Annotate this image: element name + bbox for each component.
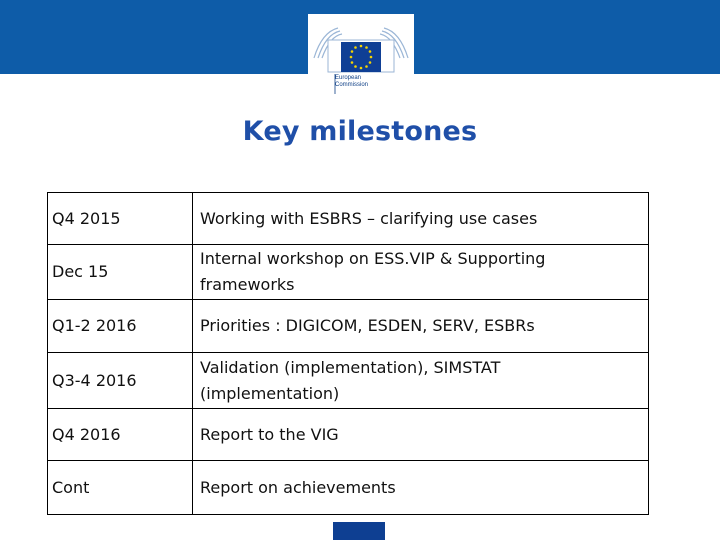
table-row	[48, 461, 649, 515]
milestone-period: Q4 2016	[48, 409, 193, 461]
table-row	[48, 409, 649, 461]
footer-accent-bar	[333, 522, 385, 540]
milestone-period: Q3-4 2016	[48, 353, 193, 409]
milestone-period: Q1-2 2016	[48, 300, 193, 353]
table-row	[48, 245, 649, 300]
milestone-description: Report to the VIG	[193, 409, 649, 461]
milestones-table	[47, 192, 649, 515]
page-title: Key milestones	[242, 116, 478, 147]
milestone-description: Internal workshop on ESS.VIP & Supporting frameworks	[193, 245, 649, 300]
milestone-description: Working with ESBRS – clarifying use cases	[193, 193, 649, 245]
table-row	[48, 353, 649, 409]
milestone-period: Q4 2015	[48, 193, 193, 245]
milestone-description: Priorities : DIGICOM, ESDEN, SERV, ESBRs	[193, 300, 649, 353]
milestone-period: Cont	[48, 461, 193, 515]
milestone-description: Validation (implementation), SIMSTAT (implementation)	[193, 353, 649, 409]
milestone-period: Dec 15	[48, 245, 193, 300]
logo-caption	[335, 75, 368, 89]
logo-line-1: European	[335, 75, 362, 81]
table-row	[48, 193, 649, 245]
logo-line-2: Commission	[335, 82, 369, 88]
european-commission-logo	[308, 14, 414, 100]
table-row	[48, 300, 649, 353]
milestone-description: Report on achievements	[193, 461, 649, 515]
